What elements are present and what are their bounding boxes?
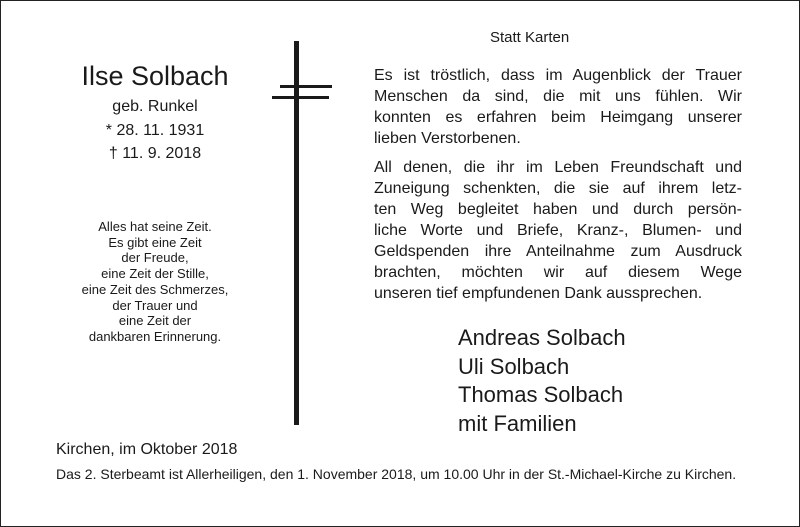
place-date: Kirchen, im Oktober 2018 — [56, 441, 238, 458]
text-line: unseren tief empfundenen Dank aussprechen. — [374, 285, 703, 302]
poem-line: der Freude, — [121, 250, 189, 266]
text-line: All denen, die ihr im Leben Freundschaft und — [374, 159, 742, 176]
notice-header: Statt Karten — [490, 29, 570, 46]
poem-line: eine Zeit der — [118, 313, 192, 329]
poem-line: der Trauer und — [112, 297, 198, 313]
deceased-name: Ilse Solbach — [81, 61, 229, 91]
cross-horizontal-bar-lower — [272, 96, 329, 99]
death-date: † 11. 9. 2018 — [108, 145, 202, 162]
gratitude-paragraph-1 — [374, 65, 742, 149]
poem-line: Es gibt eine Zeit — [108, 234, 202, 250]
poem-line: dankbaren Erinnerung. — [88, 328, 222, 344]
signers — [458, 324, 626, 438]
text-line: brachten, möchten wir auf diesem Wege — [374, 264, 742, 281]
text-line: Es ist tröstlich, dass im Augenblick der Trauer — [374, 67, 742, 84]
text-line: konnten es erfahren beim Heimgang unserer — [374, 109, 742, 126]
birth-name: geb. Runkel — [112, 98, 198, 115]
signer: Andreas Solbach — [458, 325, 626, 350]
signer: Thomas Solbach — [458, 382, 624, 407]
gratitude-paragraph-2 — [374, 157, 742, 304]
birth-date: * 28. 11. 1931 — [105, 122, 205, 139]
text-line: Menschen da sind, die mit uns fühlen. Wir — [374, 88, 742, 105]
poem — [40, 219, 270, 345]
signer: Uli Solbach — [458, 353, 570, 379]
text-line: ten Weg begleitet haben und durch persön- — [374, 201, 742, 218]
service-notice: Das 2. Sterbeamt ist Allerheiligen, den 1. November 2018, um 10.00 Uhr in der St.-Michael-Kirche zu Kirchen. — [56, 466, 737, 482]
text-line: Geldspenden ihre Anteilnahme zum Ausdruck — [374, 243, 742, 260]
text-line: liche Worte und Briefe, Kranz-, Blumen- und — [374, 222, 742, 239]
poem-line: Alles hat seine Zeit. — [98, 219, 212, 234]
text-line: lieben Verstorbenen. — [374, 130, 521, 147]
poem-line: eine Zeit des Schmerzes, — [81, 281, 229, 297]
signer: mit Familien — [458, 410, 577, 436]
cross-horizontal-bar-upper — [280, 85, 332, 88]
poem-line: eine Zeit der Stille, — [101, 266, 209, 282]
text-line: Zuneigung schenkten, die sie auf ihrem letz- — [374, 180, 742, 197]
